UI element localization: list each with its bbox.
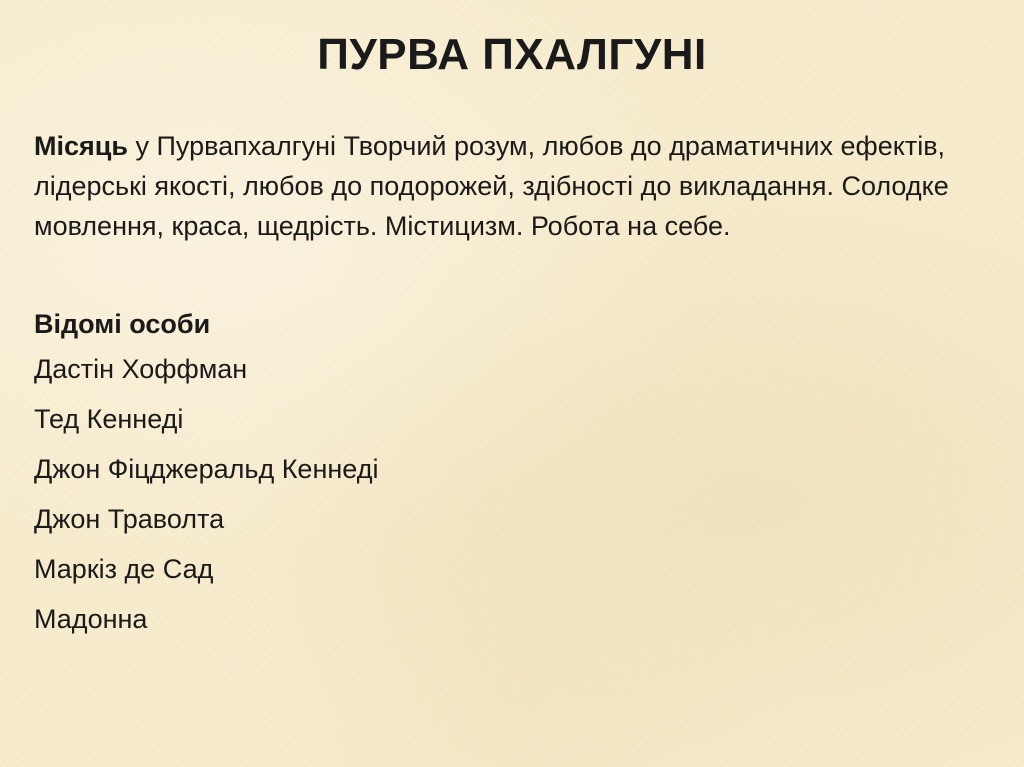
person-item: Тед Кеннеді <box>34 404 184 434</box>
notable-people-list <box>34 344 994 644</box>
person-item: Маркіз де Сад <box>34 554 214 584</box>
slide-body <box>34 126 994 644</box>
person-item: Джон Траволта <box>34 504 225 534</box>
person-item: Мадонна <box>34 604 148 634</box>
person-item: Джон Фіцджеральд Кеннеді <box>34 454 379 484</box>
notable-people-heading: Відомі особи <box>34 309 211 339</box>
person-item: Дастін Хоффман <box>34 354 248 384</box>
intro-lead: Місяць <box>34 131 128 161</box>
slide-title: ПУРВА ПХАЛГУНІ <box>317 30 707 79</box>
intro-paragraph <box>34 126 994 246</box>
intro-text: у Пурвапхалгуні Творчий розум, любов до драматичних ефектів, лідерські якості, любов до подорожей, здібності до викладання. Солодке мовлення, краса, щедрість. Містицизм. Робота на себе. <box>34 131 949 241</box>
